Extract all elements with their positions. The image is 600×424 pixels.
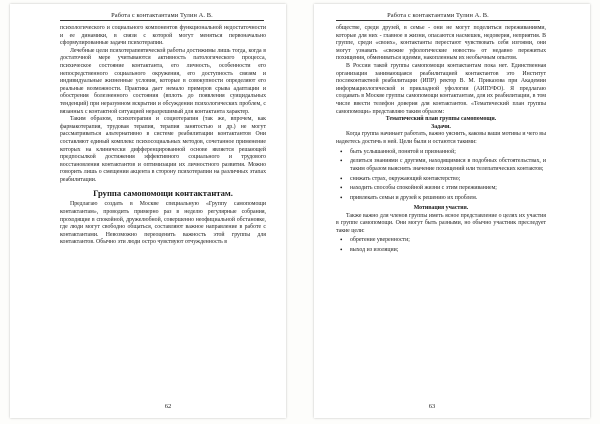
motivation-list [336,237,546,254]
running-head-left: Работа с контактантами Тулин А. В. [60,12,264,21]
left-page [10,4,286,418]
paragraph: психологического и социального компонентов функциональной недостаточности и ее динамики, в связи с которой могут меняться первоначально сформулированные задачи психотерапии. [60,25,266,47]
paragraph: Лечебные цели психотерапевтической работы достижимы лишь тогда, когда в достаточной мере учитываются активность патологического процесса, психическое состояние контактанта, его личность, особенности его непосредственного социального окружения, его доступность связям и индивидуальные жизненные условия, которые в совокупности определяют его реальные возможности. Практика дает немало примеров срыва адаптации и обострения болезненного состояния (вплоть до появления суицидальных тенденций) при неразумном вскрытии и обсуждении психологических проблем, с вязанных с контактной ситуацией неразрешимый для контактанта характер. [60,47,266,115]
tasks-intro: Когда группа начинает работать, важно уяснить, каковы ваши мотивы и чего вы надеетесь достичь в ней. Цели были и остаются такими: [336,131,546,145]
paragraph: обществе, среди друзей, в семье - они не могут поделиться переживаниями, которые для них - главное в жизни, опасаются насмешек, недоверия, неприятия. В группе, среди «своих», контактанты перестают чувствовать себя изгоями, они могут узнавать «свежие уфологические новости» от недавно пережитых похищения, обмениваться идеями, накопленным их необычным опытом. [336,25,546,62]
bullet-icon: • [340,184,343,193]
bullet-icon: • [340,147,343,156]
list-item: • привлекать семьи и друзей к решению их проблем. [340,194,478,203]
running-head-right: Работа с контактантами Тулин А. В. [336,12,540,21]
page-number-left: 62 [164,403,172,410]
list-item: • выход из изоляции; [340,246,399,255]
list-item: • снижать страх, окружающий контактерство; [340,174,461,183]
list-item: • находить способы спокойной жизни с этим переживанием; [340,184,497,193]
paragraph: Предлагаю создать в Москве специальную «Группу самопомощи контактантам», проводить примерно раз в неделю регулярные собрания, проходящие в спокойной, дружелюбной, совершенно неофициальной обстановке, где люди могут свободно общаться, составляют важное направление в работе с контактантами. Невозможно переоценить важность этой группы для контактантов. Обычно эти люди остро чувствуют отчужденность в [60,201,266,246]
bullet-icon: • [340,157,343,166]
section-title: Группа самопомощи контактантам. [93,188,233,199]
bullet-icon: • [340,174,343,183]
motivation-title: Мотивация участия. [413,205,469,211]
bullet-icon: • [340,246,343,255]
tasks-title: Задачи. [431,123,451,130]
motivation-intro: Также важно для членов группы иметь ясное представление о целях их участия в группе самопомощи. Они могут быть разными, но обычно участник преследует такие цели: [336,212,546,234]
page-number-right: 63 [428,403,436,410]
list-item: • обретение уверенности; [340,236,410,245]
bullet-icon: • [340,236,343,245]
right-page-body [336,25,546,257]
list-item: • быть услышанной, понятой и признанной; [340,147,456,156]
paragraph: Таким образом, психотерапия и социотерапия (так же, впрочем, как фармакотерапия, трудовая терапия, терапия занятостью и др.) не могут рассматриваться альтернативно в системе реабилитации контактантов Они составляют единый комплекс психосоциальных методов, сочетанное применение которых на клинически дифференцированной основе является решающей предпосылкой достижения эффективного социального и трудового восстановления контактантов и оптимизации их личностного развития. Можно говорить лишь о смещении акцента в сторону психотерапии на различных этапах реабилитации. [60,116,266,183]
list-item: • делиться знаниями с другими, находящимися в подобных обстоятельствах, и таким образом выяснять значение похищений или телепатических контактов; [340,157,546,172]
bullet-icon: • [340,194,343,203]
plan-title: Тематический план группы самопомощи. [385,116,497,123]
paragraph: В России такой группы самопомощи контактантам пока нет. Единственная организация занимающаяся реабилитацией контактантов это Институт послеконтактной реабилитации (ИПР) ректор В. М. Приказова при Академии информациологической и прикладной уфологии (АИПУФО). Я предлагаю создавать в Москве группы самопомощи контактантам, для их реабилитации, в том числе ввести телефон доверия для контактантов. «Тематический план группы самопомощи» представляю таким образом: [336,62,546,115]
left-page-body [60,25,266,247]
right-page [314,4,590,418]
tasks-list [336,149,546,203]
